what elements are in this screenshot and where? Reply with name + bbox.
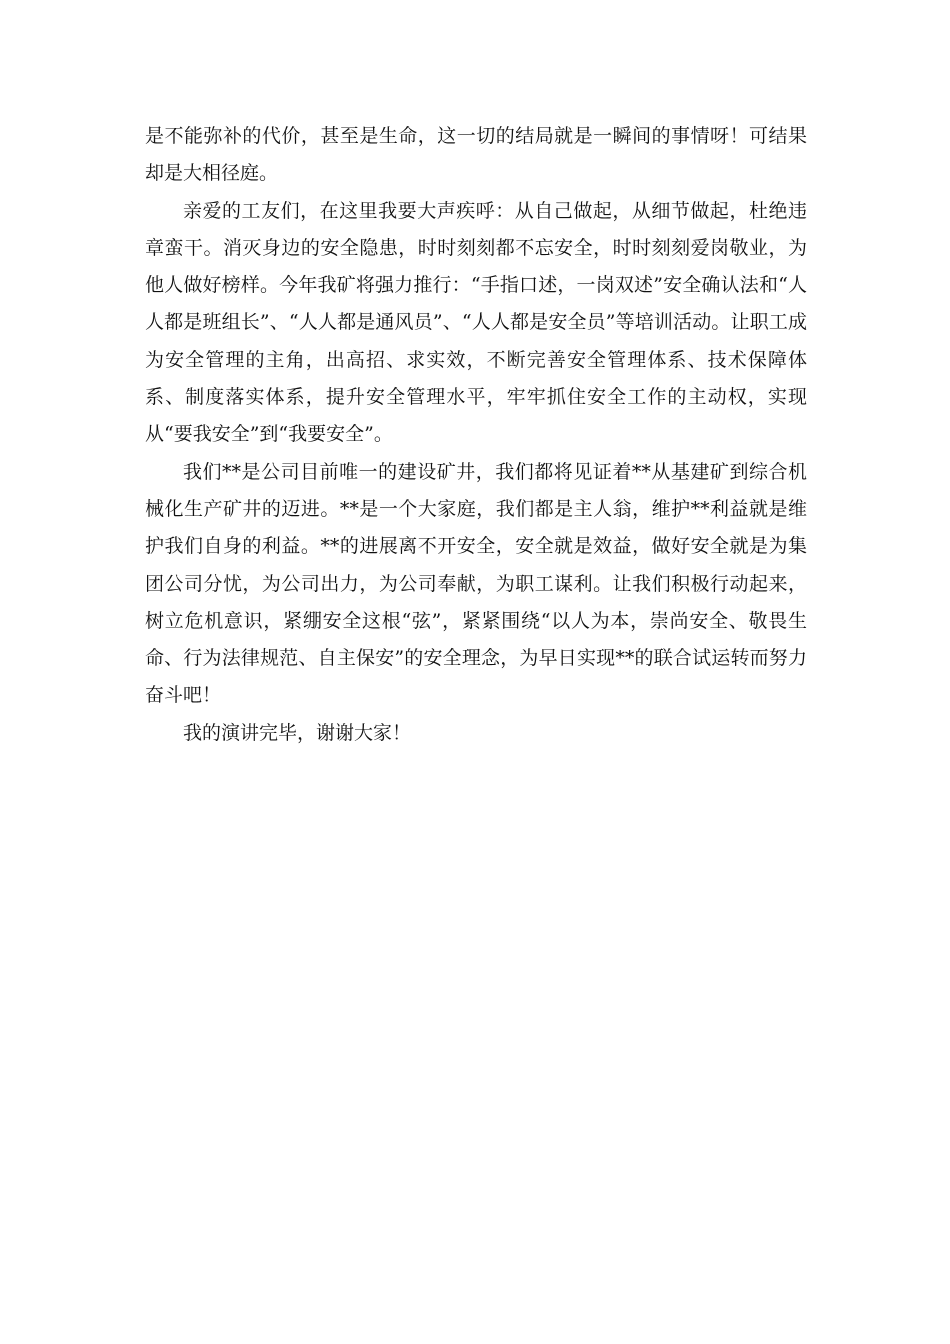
paragraph-continuation: 是不能弥补的代价，甚至是生命，这一切的结局就是一瞬间的事情呀！可结果却是大相径庭。 [145,125,807,185]
paragraph-closing: 我的演讲完毕，谢谢大家！ [183,721,412,744]
paragraph-safety-appeal: 亲爱的工友们，在这里我要大声疾呼：从自己做起，从细节做起，杜绝违章蛮干。消灭身边的安全隐患，时时刻刻都不忘安全，时时刻刻爱岗敬业，为他人做好榜样。今年我矿将强力推行：“手指口述，一岗双述”安全确认法和“人人都是班组长”、“人人都是通风员”、“人人都是安全员”等培训活动。让职工成为安全管理的主角，出高招、求实效，不断完善安全管理体系、技术保障体系、制度落实体系，提升安全管理水平，牢牢抓住安全工作的主动权，实现从“要我安全”到“我要安全”。 [145,199,807,446]
document-body [145,118,807,752]
paragraph-mine-mission: 我们**是公司目前唯一的建设矿井，我们都将见证着**从基建矿到综合机械化生产矿井的迈进。**是一个大家庭，我们都是主人翁，维护**利益就是维护我们自身的利益。**的进展离不开安全，安全就是效益，做好安全就是为集团公司分忧，为公司出力，为公司奉献，为职工谋利。让我们积极行动起来，树立危机意识，紧绷安全这根“弦”，紧紧围绕“以人为本，崇尚安全、敬畏生命、行为法律规范、自主保安”的安全理念，为早日实现**的联合试运转而努力奋斗吧！ [145,460,807,707]
